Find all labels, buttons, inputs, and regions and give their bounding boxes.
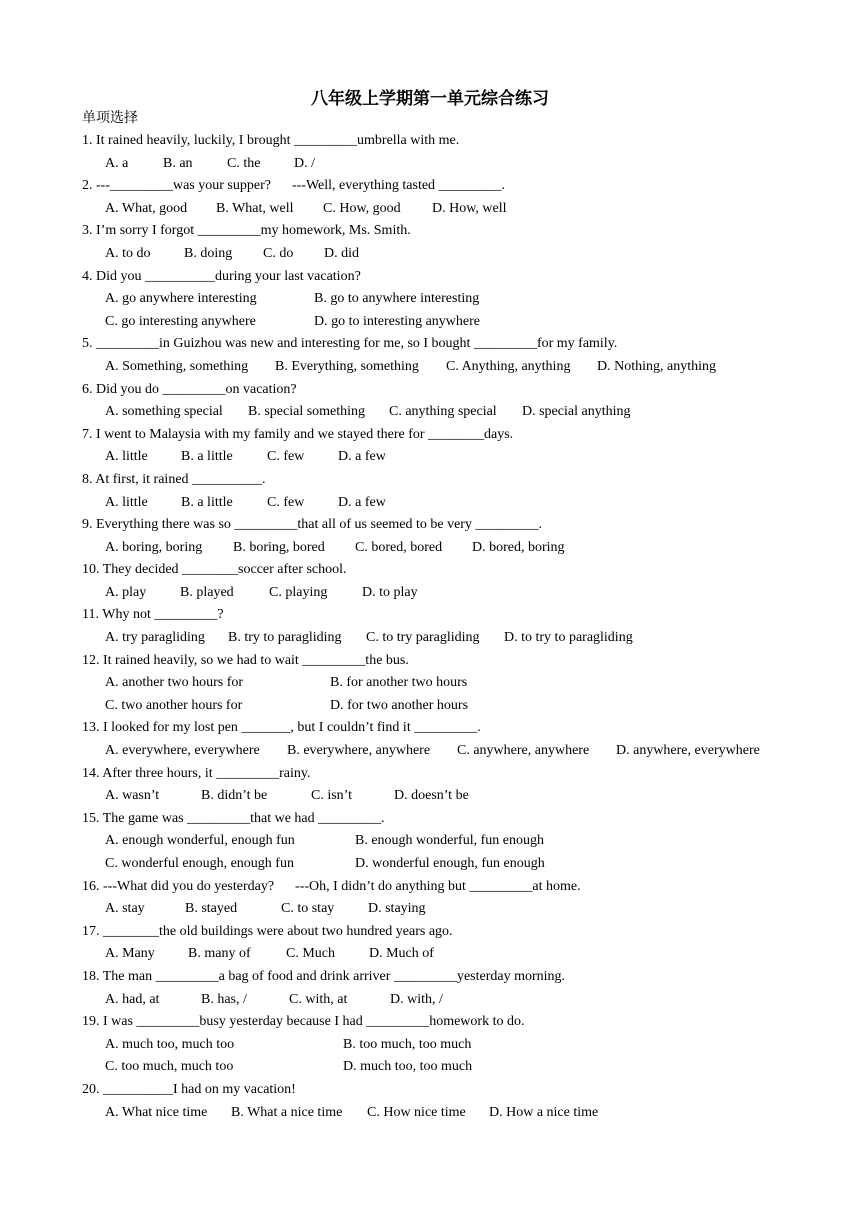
answer-option: B. a little bbox=[181, 449, 233, 465]
answer-option: B. enough wonderful, fun enough bbox=[355, 833, 544, 849]
option-row bbox=[82, 1102, 842, 1125]
answer-option: A. little bbox=[105, 449, 148, 465]
option-row bbox=[82, 537, 842, 560]
answer-option: C. two another hours for bbox=[105, 697, 243, 713]
question-item bbox=[82, 469, 842, 514]
answer-option: C. few bbox=[267, 494, 305, 510]
option-row bbox=[82, 898, 842, 921]
answer-option: A. What, good bbox=[105, 200, 188, 216]
answer-option: B. special something bbox=[248, 404, 366, 420]
answer-option: D. doesn’t be bbox=[394, 788, 469, 804]
question-item bbox=[82, 604, 842, 649]
option-row bbox=[82, 1034, 842, 1057]
answer-option: B. a little bbox=[181, 494, 233, 510]
question-list bbox=[82, 130, 842, 1124]
answer-option: C. Much bbox=[286, 946, 335, 962]
question-stem: 10. They decided ________soccer after school. bbox=[82, 562, 347, 578]
answer-option: A. stay bbox=[105, 901, 145, 917]
question-item bbox=[82, 650, 842, 718]
option-row bbox=[82, 356, 842, 379]
answer-option: D. with, / bbox=[390, 991, 443, 1007]
answer-option: A. much too, much too bbox=[105, 1036, 235, 1052]
section-heading: 单项选择 bbox=[82, 110, 138, 126]
answer-option: C. to try paragliding bbox=[366, 630, 480, 646]
answer-option: C. few bbox=[267, 449, 305, 465]
question-item bbox=[82, 333, 842, 378]
answer-option: C. isn’t bbox=[311, 788, 352, 804]
answer-option: A. Something, something bbox=[105, 358, 249, 374]
answer-option: C. anywhere, anywhere bbox=[457, 743, 590, 759]
answer-option: A. everywhere, everywhere bbox=[105, 743, 260, 759]
answer-option: A. play bbox=[105, 584, 147, 600]
answer-option: D. / bbox=[294, 155, 315, 171]
question-item bbox=[82, 175, 842, 220]
answer-option: C. with, at bbox=[289, 991, 348, 1007]
question-stem: 6. Did you do _________on vacation? bbox=[82, 381, 297, 397]
question-stem: 20. __________I had on my vacation! bbox=[82, 1081, 296, 1097]
question-stem: 2. ---_________was your supper? ---Well, everything tasted _________. bbox=[82, 178, 506, 194]
answer-option: A. another two hours for bbox=[105, 675, 244, 691]
answer-option: D. for two another hours bbox=[330, 697, 469, 713]
option-row bbox=[82, 1056, 842, 1079]
answer-option: B. has, / bbox=[201, 991, 247, 1007]
answer-option: B. doing bbox=[184, 245, 233, 261]
answer-option: D. staying bbox=[368, 901, 426, 917]
answer-option: B. too much, too much bbox=[343, 1036, 472, 1052]
question-item bbox=[82, 559, 842, 604]
option-row bbox=[82, 672, 842, 695]
option-row bbox=[82, 853, 842, 876]
option-row bbox=[82, 943, 842, 966]
question-item bbox=[82, 921, 842, 966]
answer-option: B. What, well bbox=[216, 200, 294, 216]
answer-option: B. didn’t be bbox=[201, 788, 268, 804]
answer-option: D. How, well bbox=[432, 200, 507, 216]
answer-option: D. to play bbox=[362, 584, 418, 600]
answer-option: C. the bbox=[227, 155, 261, 171]
question-item bbox=[82, 876, 842, 921]
answer-option: C. go interesting anywhere bbox=[105, 313, 256, 329]
answer-option: D. special anything bbox=[522, 404, 631, 420]
answer-option: C. How, good bbox=[323, 200, 401, 216]
answer-option: A. enough wonderful, enough fun bbox=[105, 833, 295, 849]
answer-option: D. much too, too much bbox=[343, 1059, 473, 1075]
answer-option: D. Nothing, anything bbox=[597, 358, 716, 374]
answer-option: D. bored, boring bbox=[472, 539, 565, 555]
question-stem: 14. After three hours, it _________rainy. bbox=[82, 765, 311, 781]
answer-option: C. wonderful enough, enough fun bbox=[105, 856, 294, 871]
question-stem: 3. I’m sorry I forgot _________my homework, Ms. Smith. bbox=[82, 223, 411, 239]
answer-option: D. Much of bbox=[369, 946, 434, 962]
answer-option: D. a few bbox=[338, 494, 386, 510]
option-row bbox=[82, 153, 842, 176]
answer-option: D. wonderful enough, fun enough bbox=[355, 856, 545, 871]
answer-option: C. do bbox=[263, 245, 294, 261]
question-item bbox=[82, 1011, 842, 1079]
question-item bbox=[82, 220, 842, 265]
answer-option: A. something special bbox=[105, 404, 223, 420]
option-row bbox=[82, 446, 842, 469]
option-row bbox=[82, 401, 842, 424]
answer-option: C. bored, bored bbox=[355, 539, 443, 555]
option-row bbox=[82, 198, 842, 221]
question-stem: 13. I looked for my lost pen _______, but I couldn’t find it _________. bbox=[82, 720, 481, 736]
answer-option: B. stayed bbox=[185, 901, 238, 917]
question-stem: 7. I went to Malaysia with my family and we stayed there for ________days. bbox=[82, 426, 514, 442]
option-row bbox=[82, 582, 842, 605]
option-row bbox=[82, 492, 842, 515]
question-stem: 15. The game was _________that we had _________. bbox=[82, 810, 385, 826]
answer-option: A. had, at bbox=[105, 991, 160, 1007]
question-stem: 19. I was _________busy yesterday because I had _________homework to do. bbox=[82, 1014, 525, 1030]
answer-option: B. go to anywhere interesting bbox=[314, 291, 480, 307]
option-row bbox=[82, 830, 842, 853]
answer-option: D. to try to paragliding bbox=[504, 630, 633, 646]
answer-option: B. for another two hours bbox=[330, 675, 468, 691]
answer-option: B. an bbox=[163, 155, 193, 171]
answer-option: C. too much, much too bbox=[105, 1059, 234, 1075]
question-item bbox=[82, 130, 842, 175]
answer-option: B. try to paragliding bbox=[228, 630, 342, 646]
answer-option: B. Everything, something bbox=[275, 358, 419, 374]
answer-option: D. go to interesting anywhere bbox=[314, 313, 481, 329]
answer-option: B. played bbox=[180, 584, 234, 600]
question-stem: 9. Everything there was so _________that all of us seemed to be very _________. bbox=[82, 517, 542, 533]
answer-option: A. Many bbox=[105, 946, 155, 962]
question-item bbox=[82, 379, 842, 424]
question-stem: 16. ---What did you do yesterday? ---Oh, I didn’t do anything but _________at home. bbox=[82, 878, 581, 894]
answer-option: B. everywhere, anywhere bbox=[287, 743, 431, 759]
answer-option: A. What nice time bbox=[105, 1104, 208, 1120]
answer-option: C. to stay bbox=[281, 901, 335, 917]
option-row bbox=[82, 288, 842, 311]
question-item bbox=[82, 966, 842, 1011]
answer-option: A. a bbox=[105, 155, 129, 171]
option-row bbox=[82, 695, 842, 718]
page-title: 八年级上学期第一单元综合练习 bbox=[311, 89, 549, 109]
question-item bbox=[82, 717, 842, 762]
question-stem: 12. It rained heavily, so we had to wait _________the bus. bbox=[82, 652, 409, 668]
answer-option: C. Anything, anything bbox=[446, 358, 571, 374]
question-item bbox=[82, 424, 842, 469]
question-stem: 11. Why not _________? bbox=[82, 607, 224, 623]
question-stem: 4. Did you __________during your last vacation? bbox=[82, 268, 361, 284]
answer-option: B. boring, bored bbox=[233, 539, 325, 555]
question-stem: 18. The man _________a bag of food and drink arriver _________yesterday morning. bbox=[82, 968, 566, 984]
question-item bbox=[82, 763, 842, 808]
answer-option: A. try paragliding bbox=[105, 630, 205, 646]
option-row bbox=[82, 740, 842, 763]
question-stem: 17. ________the old buildings were about two hundred years ago. bbox=[82, 923, 453, 939]
answer-option: C. anything special bbox=[389, 404, 497, 420]
option-row bbox=[82, 311, 842, 334]
answer-option: A. wasn’t bbox=[105, 788, 160, 804]
answer-option: B. many of bbox=[188, 946, 251, 962]
answer-option: B. What a nice time bbox=[231, 1104, 343, 1120]
answer-option: D. did bbox=[324, 245, 359, 261]
answer-option: C. playing bbox=[269, 584, 328, 600]
option-row bbox=[82, 785, 842, 808]
answer-option: A. little bbox=[105, 494, 148, 510]
answer-option: C. How nice time bbox=[367, 1104, 466, 1120]
answer-option: A. to do bbox=[105, 245, 151, 261]
question-item bbox=[82, 514, 842, 559]
question-item bbox=[82, 1079, 842, 1124]
question-item bbox=[82, 808, 842, 876]
question-stem: 8. At first, it rained __________. bbox=[82, 471, 266, 487]
option-row bbox=[82, 243, 842, 266]
question-item bbox=[82, 266, 842, 334]
answer-option: A. go anywhere interesting bbox=[105, 291, 257, 307]
question-stem: 5. _________in Guizhou was new and interesting for me, so I bought _________for my family. bbox=[82, 336, 618, 352]
answer-option: D. a few bbox=[338, 449, 386, 465]
option-row bbox=[82, 627, 842, 650]
answer-option: D. How a nice time bbox=[489, 1104, 599, 1120]
answer-option: D. anywhere, everywhere bbox=[616, 743, 760, 759]
option-row bbox=[82, 989, 842, 1012]
answer-option: A. boring, boring bbox=[105, 539, 203, 555]
question-stem: 1. It rained heavily, luckily, I brought _________umbrella with me. bbox=[82, 133, 460, 148]
